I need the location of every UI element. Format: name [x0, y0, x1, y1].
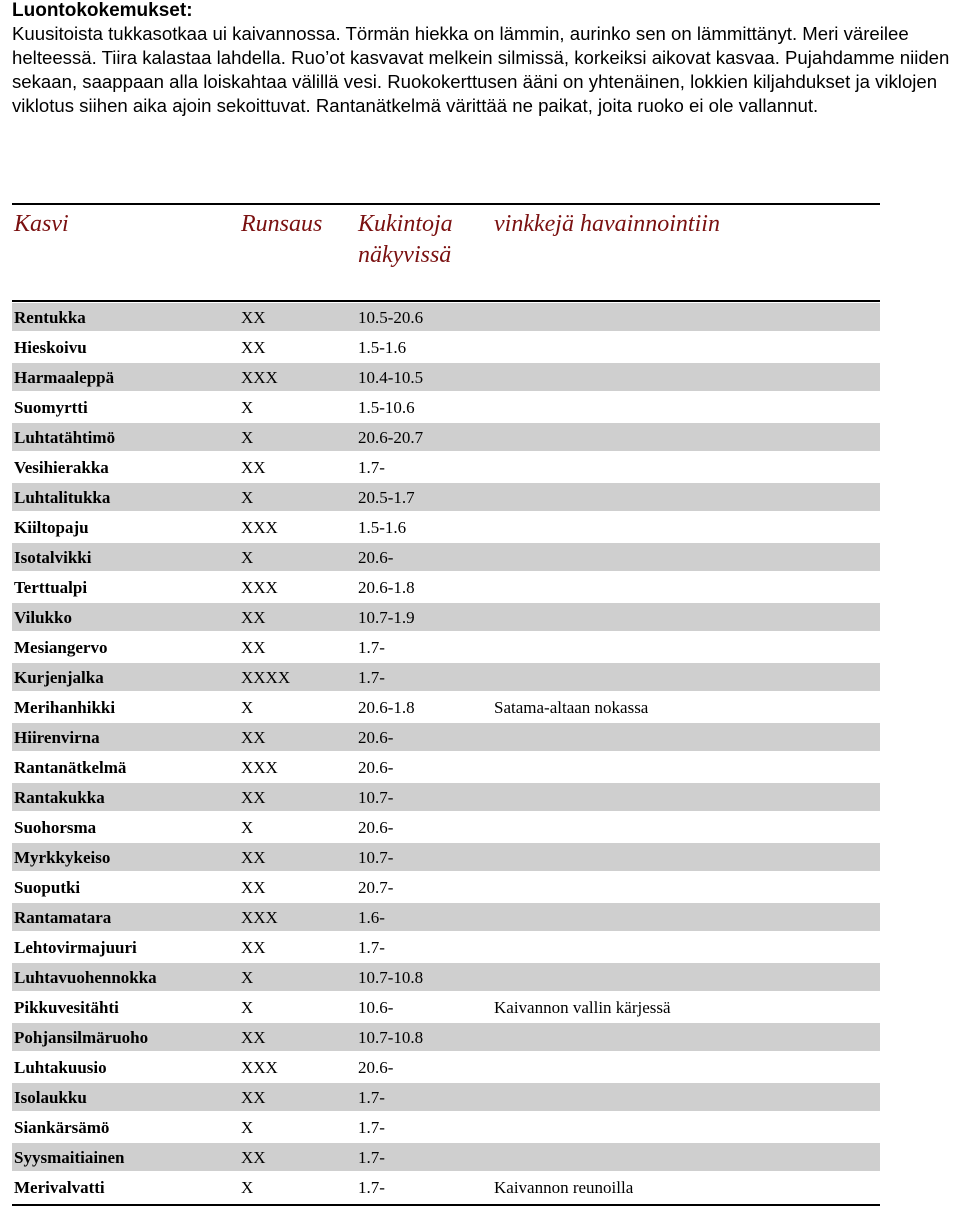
bloom-period: 1.7- — [358, 1178, 385, 1197]
observation-tip: Satama-altaan nokassa — [494, 698, 649, 717]
intro-title: Luontokokemukset: — [12, 0, 193, 21]
plant-name: Merihanhikki — [14, 698, 116, 717]
abundance: XX — [241, 638, 266, 657]
abundance: X — [241, 818, 254, 837]
table-row — [12, 633, 880, 663]
plant-name: Luhtakuusio — [14, 1058, 107, 1077]
bloom-period: 10.6- — [358, 998, 394, 1017]
bloom-period: 20.6- — [358, 548, 394, 567]
table-row — [12, 513, 880, 543]
bloom-period: 1.7- — [358, 1088, 385, 1107]
table-row — [12, 813, 880, 843]
abundance: X — [241, 1118, 254, 1137]
bloom-period: 20.7- — [358, 878, 394, 897]
table-row — [12, 1113, 880, 1143]
abundance: X — [241, 698, 254, 717]
plant-name: Siankärsämö — [14, 1118, 110, 1137]
abundance: XXX — [241, 908, 278, 927]
abundance: XX — [241, 788, 266, 807]
bloom-period: 1.5-10.6 — [358, 398, 415, 417]
table-row — [12, 1053, 880, 1083]
bloom-period: 10.4-10.5 — [358, 368, 424, 387]
abundance: XX — [241, 458, 266, 477]
bloom-period: 1.7- — [358, 1148, 385, 1167]
abundance: X — [241, 398, 254, 417]
plant-name: Kiiltopaju — [14, 518, 89, 537]
bloom-period: 20.6-20.7 — [358, 428, 424, 447]
bloom-period: 1.7- — [358, 638, 385, 657]
table-row — [12, 603, 880, 633]
bloom-period: 1.5-1.6 — [358, 518, 407, 537]
plant-name: Rantamatara — [14, 908, 112, 927]
abundance: X — [241, 1178, 254, 1197]
bloom-period: 10.7- — [358, 848, 394, 867]
abundance: XXXX — [241, 668, 291, 687]
abundance: XX — [241, 1088, 266, 1107]
bloom-period: 20.6-1.8 — [358, 578, 415, 597]
plant-name: Luhtalitukka — [14, 488, 111, 507]
bloom-period: 1.7- — [358, 1118, 385, 1137]
abundance: X — [241, 488, 254, 507]
bloom-period: 1.7- — [358, 938, 385, 957]
table-row — [12, 1023, 880, 1053]
abundance: XXX — [241, 368, 278, 387]
table-row — [12, 693, 880, 723]
plant-name: Rantakukka — [14, 788, 105, 807]
bloom-period: 10.7- — [358, 788, 394, 807]
bloom-period: 10.7-10.8 — [358, 968, 424, 987]
table-row — [12, 393, 880, 423]
table-row — [12, 933, 880, 963]
plant-name: Rentukka — [14, 308, 86, 327]
abundance: XX — [241, 308, 266, 327]
abundance: XX — [241, 338, 266, 357]
bloom-period: 20.6- — [358, 758, 394, 777]
table-row — [12, 963, 880, 993]
plant-name: Hiirenvirna — [14, 728, 100, 747]
plant-name: Rantanätkelmä — [14, 758, 127, 777]
plant-name: Pikkuvesitähti — [14, 998, 119, 1017]
bloom-period: 1.7- — [358, 458, 385, 477]
plant-name: Myrkkykeiso — [14, 848, 111, 867]
abundance: XX — [241, 878, 266, 897]
abundance: XXX — [241, 518, 278, 537]
abundance: X — [241, 428, 254, 447]
table-row — [12, 843, 880, 873]
abundance: XX — [241, 848, 266, 867]
plant-name: Isolaukku — [14, 1088, 87, 1107]
header-runsaus: Runsaus — [241, 211, 323, 237]
table-row — [12, 483, 880, 513]
observation-tip: Kaivannon reunoilla — [494, 1178, 634, 1197]
table-row — [12, 903, 880, 933]
bloom-period: 10.7-10.8 — [358, 1028, 424, 1047]
abundance: XX — [241, 728, 266, 747]
table-bottom-rule — [12, 1204, 880, 1206]
table-row — [12, 303, 880, 333]
observation-tip: Kaivannon vallin kärjessä — [494, 998, 671, 1017]
abundance: X — [241, 548, 254, 567]
table-body — [12, 303, 880, 1203]
table-header-rule — [12, 300, 880, 302]
table-row — [12, 783, 880, 813]
abundance: X — [241, 968, 254, 987]
intro-text: Kuusitoista tukkasotkaa ui kaivannossa. Törmän hiekka on lämmin, aurinko sen on lämmittänyt. Meri väreilee helteessä. Tiira kalastaa lahdella. Ruo’ot kasvavat melkein silmissä, korkeiksi aikovat kasvaa. Pujahdamme niiden sekaan, saappaan alla loiskahtaa välillä vesi. Ruokokerttusen ääni on yhtenäinen, lokkien kiljahdukset ja viklojen viklotus siihen aika ajoin sekoittuvat. Rantanätkelmä värittää ne paikat, joita ruoko ei ole vallannut. — [12, 23, 950, 116]
plant-name: Syysmaitiainen — [14, 1148, 125, 1167]
abundance: XX — [241, 938, 266, 957]
plant-name: Vesihierakka — [14, 458, 109, 477]
table-row — [12, 663, 880, 693]
abundance: XXX — [241, 1058, 278, 1077]
plant-name: Merivalvatti — [14, 1178, 105, 1197]
table-row — [12, 1173, 880, 1203]
table-row — [12, 873, 880, 903]
table-row — [12, 753, 880, 783]
bloom-period: 20.5-1.7 — [358, 488, 415, 507]
table-row — [12, 1083, 880, 1113]
plant-name: Vilukko — [14, 608, 72, 627]
bloom-period: 20.6-1.8 — [358, 698, 415, 717]
abundance: XX — [241, 608, 266, 627]
bloom-period: 10.7-1.9 — [358, 608, 415, 627]
header-vinkit: vinkkejä havainnointiin — [494, 211, 720, 237]
table-row — [12, 423, 880, 453]
plant-name: Harmaaleppä — [14, 368, 115, 387]
abundance: XX — [241, 1148, 266, 1167]
plant-name: Lehtovirmajuuri — [14, 938, 137, 957]
plant-name: Mesiangervo — [14, 638, 108, 657]
table-row — [12, 573, 880, 603]
table-row — [12, 1143, 880, 1173]
table-top-rule — [12, 203, 880, 205]
plant-name: Terttualpi — [14, 578, 88, 597]
table-row — [12, 993, 880, 1023]
abundance: XXX — [241, 578, 278, 597]
abundance: XX — [241, 1028, 266, 1047]
plant-name: Suohorsma — [14, 818, 97, 837]
bloom-period: 20.6- — [358, 1058, 394, 1077]
table-row — [12, 453, 880, 483]
header-kukintoja: Kukintoja näkyvissä — [358, 211, 453, 268]
plant-name: Pohjansilmäruoho — [14, 1028, 149, 1047]
table-row — [12, 543, 880, 573]
abundance: XXX — [241, 758, 278, 777]
bloom-period: 20.6- — [358, 818, 394, 837]
plant-name: Kurjenjalka — [14, 668, 104, 687]
plant-name: Hieskoivu — [14, 338, 87, 357]
header-kasvi: Kasvi — [14, 211, 69, 237]
bloom-period: 10.5-20.6 — [358, 308, 424, 327]
table-row — [12, 333, 880, 363]
bloom-period: 20.6- — [358, 728, 394, 747]
plant-name: Suoputki — [14, 878, 81, 897]
table-row — [12, 723, 880, 753]
bloom-period: 1.6- — [358, 908, 385, 927]
abundance: X — [241, 998, 254, 1017]
plant-name: Isotalvikki — [14, 548, 92, 567]
bloom-period: 1.7- — [358, 668, 385, 687]
plant-name: Luhtavuohennokka — [14, 968, 157, 987]
plant-name: Luhtatähtimö — [14, 428, 116, 447]
table-row — [12, 363, 880, 393]
bloom-period: 1.5-1.6 — [358, 338, 407, 357]
plant-name: Suomyrtti — [14, 398, 88, 417]
